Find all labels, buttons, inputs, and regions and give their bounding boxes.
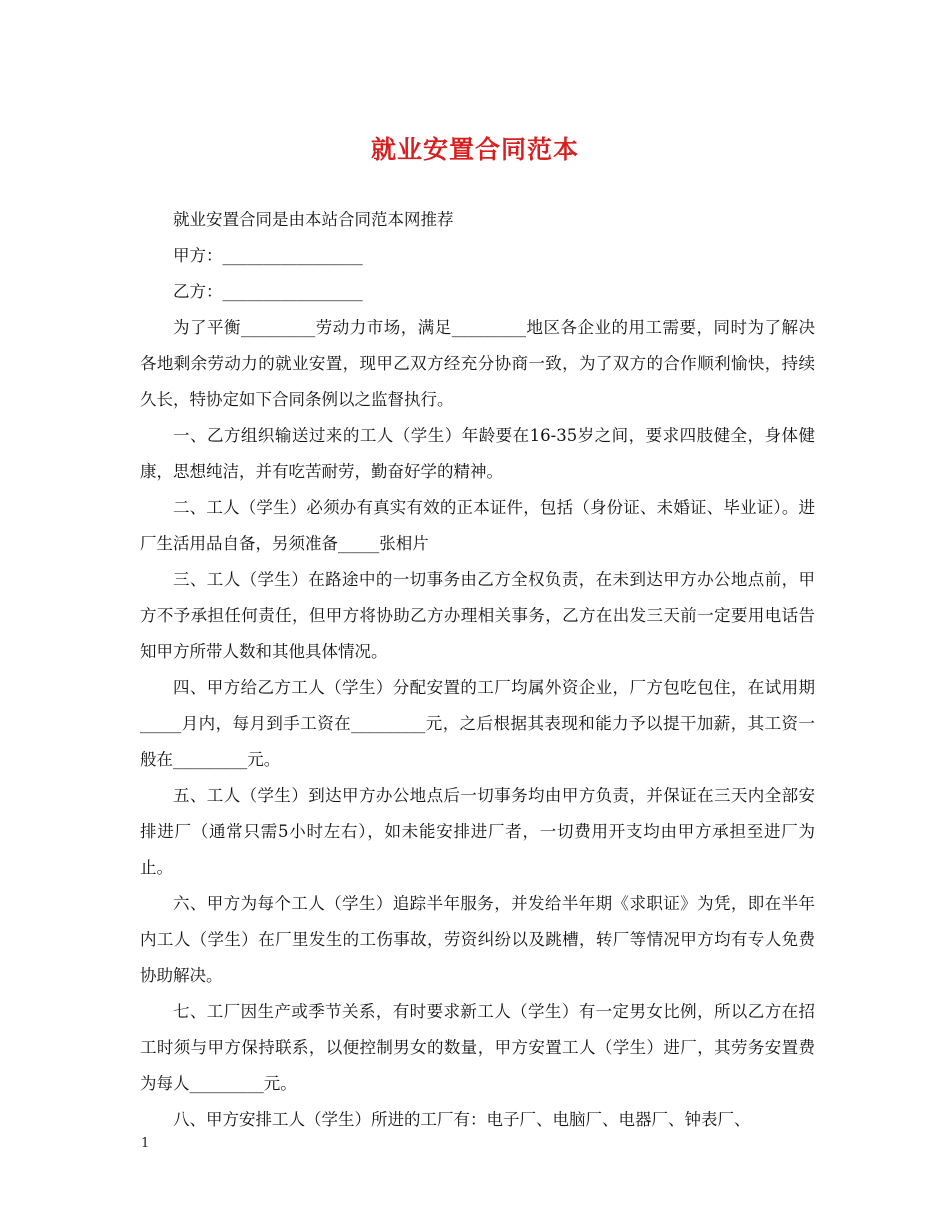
- clause-6: 六、甲方为每个工人（学生）追踪半年服务，并发给半年期《求职证》为凭，即在半年内工人（学生）在厂里发生的工伤事故，劳资纠纷以及跳槽，转厂等情况甲方均有专人免费协助解决。: [140, 894, 815, 985]
- clause-3: 三、工人（学生）在路途中的一切事务由乙方全权负责，在未到达甲方办公地点前，甲方不予承担任何责任，但甲方将协助乙方办理相关事务，乙方在出发三天前一定要用电话告知甲方所带人数和其他具体情况。: [140, 570, 815, 661]
- document-body: [140, 202, 815, 1138]
- party-a-line: 甲方：_________________: [173, 246, 363, 265]
- clause-8: 八、甲方安排工人（学生）所进的工厂有：电子厂、电脑厂、电器厂、钟表厂、: [173, 1110, 751, 1129]
- clause-7: 七、工厂因生产或季节关系，有时要求新工人（学生）有一定男女比例，所以乙方在招工时须与甲方保持联系，以便控制男女的数量，甲方安置工人（学生）进厂，其劳务安置费为每人_________元。: [140, 1002, 815, 1093]
- intro-line: 就业安置合同是由本站合同范本网推荐: [173, 210, 454, 229]
- clause-5: 五、工人（学生）到达甲方办公地点后一切事务均由甲方负责，并保证在三天内全部安排进厂（通常只需5小时左右），如未能安排进厂者，一切费用开支均由甲方承担至进厂为止。: [140, 786, 815, 877]
- page-number: 1: [141, 1136, 150, 1151]
- clause-2: 二、工人（学生）必须办有真实有效的正本证件，包括（身份证、未婚证、毕业证）。进厂生活用品自备，另须准备_____张相片: [140, 498, 815, 553]
- clause-1: 一、乙方组织输送过来的工人（学生）年龄要在16-35岁之间，要求四肢健全，身体健康，思想纯洁，并有吃苦耐劳，勤奋好学的精神。: [140, 426, 815, 481]
- document-title: 就业安置合同范本: [370, 135, 579, 164]
- preamble-paragraph: 为了平衡_________劳动力市场，满足_________地区各企业的用工需要，同时为了解决各地剩余劳动力的就业安置，现甲乙双方经充分协商一致，为了双方的合作顺利愉快，持续久长，特协定如下合同条例以之监督执行。: [140, 318, 815, 409]
- clause-4: 四、甲方给乙方工人（学生）分配安置的工厂均属外资企业，厂方包吃包住，在试用期_____月内，每月到手工资在_________元，之后根据其表现和能力予以提干加薪，其工资一般在_________元。: [140, 678, 815, 769]
- party-b-line: 乙方：_________________: [173, 282, 363, 301]
